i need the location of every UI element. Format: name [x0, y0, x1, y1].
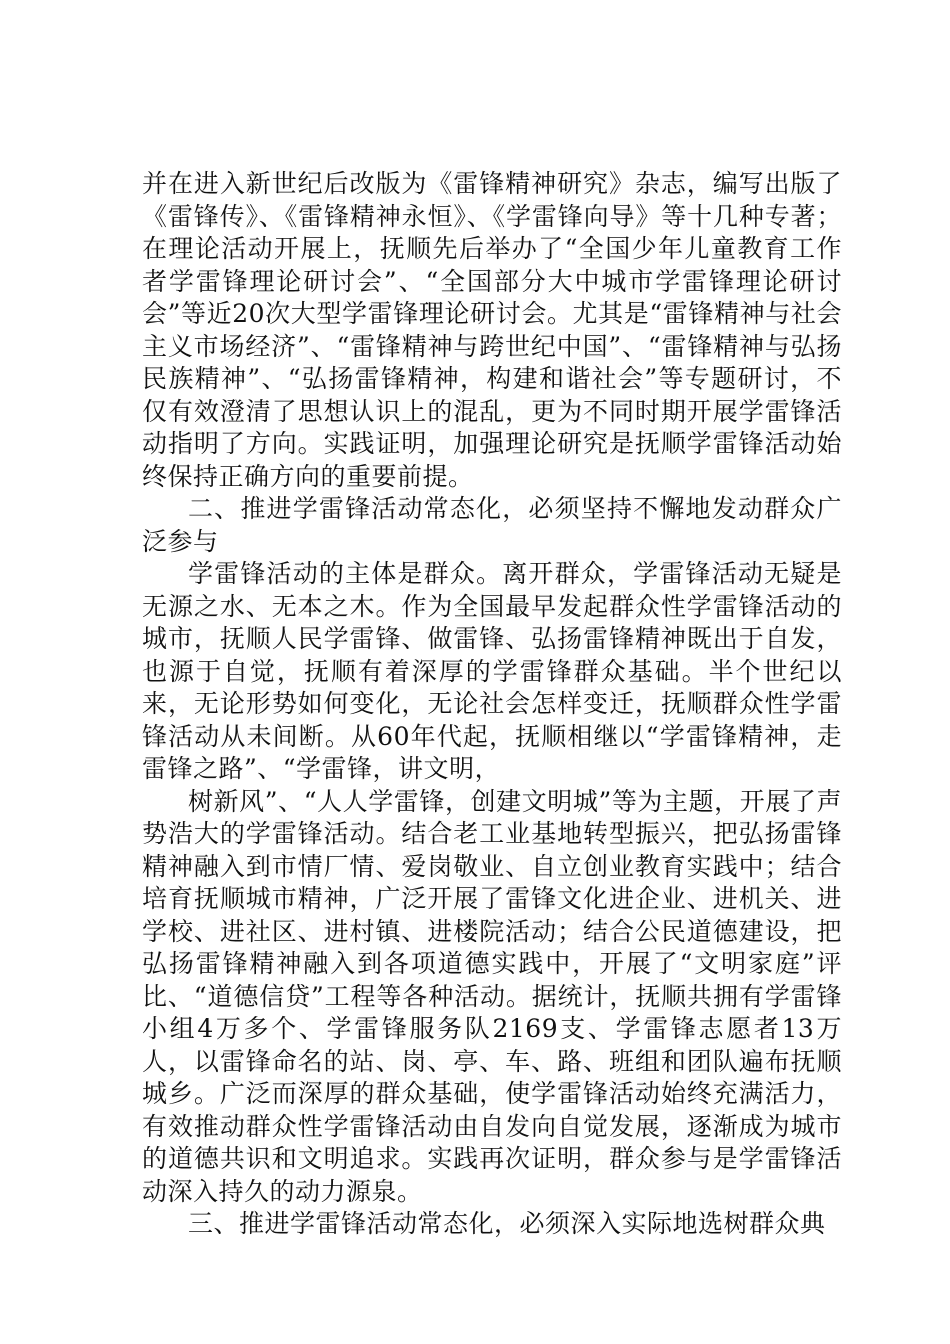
section-heading-three: 三、推进学雷锋活动常态化，必须深入实际地选树群众典 — [188, 1209, 826, 1238]
paragraph-masses: 学雷锋活动的主体是群众。离开群众，学雷锋活动无疑是无源之水、无本之木。作为全国最早发起群众性学雷锋活动的城市，抚顺人民学雷锋、做雷锋、弘扬雷锋精神既出于自发，也源于自觉，抚顺有着深厚的学雷锋群众基础。半个世纪以来，无论形势如何变化，无论社会怎样变迁，抚顺群众性学雷锋活动从未间断。从60年代起，抚顺相继以“学雷锋精神，走雷锋之路”、“学雷锋，讲文明， — [142, 559, 842, 783]
document-body — [142, 168, 842, 1241]
section-heading-two: 二、推进学雷锋活动常态化，必须坚持不懈地发动群众广泛参与 — [142, 494, 842, 556]
paragraph-activities: 树新风”、“人人学雷锋，创建文明城”等为主题，开展了声势浩大的学雷锋活动。结合老工业基地转型振兴，把弘扬雷锋精神融入到市情厂情、爱岗敬业、自立创业教育实践中；结合培育抚顺城市精神，广泛开展了雷锋文化进企业、进机关、进学校、进社区、进村镇、进楼院活动；结合公民道德建设，把弘扬雷锋精神融入到各项道德实践中，开展了“文明家庭”评比、“道德信贷”工程等各种活动。据统计，抚顺共拥有学雷锋小组4万多个、学雷锋服务队2169支、学雷锋志愿者13万人，以雷锋命名的站、岗、亭、车、路、班组和团队遍布抚顺城乡。广泛而深厚的群众基础，使学雷锋活动始终充满活力，有效推动群众性学雷锋活动由自发向自觉发展，逐渐成为城市的道德共识和文明追求。实践再次证明，群众参与是学雷锋活动深入持久的动力源泉。 — [142, 786, 842, 1206]
paragraph-continuation: 并在进入新世纪后改版为《雷锋精神研究》杂志，编写出版了《雷锋传》、《雷锋精神永恒》、《学雷锋向导》等十几种专著；在理论活动开展上，抚顺先后举办了“全国少年儿童教育工作者学雷锋理论研讨会”、“全国部分大中城市学雷锋理论研讨会”等近20次大型学雷锋理论研讨会。尤其是“雷锋精神与社会主义市场经济”、“雷锋精神与跨世纪中国”、“雷锋精神与弘扬民族精神”、“弘扬雷锋精神，构建和谐社会”等专题研讨，不仅有效澄清了思想认识上的混乱，更为不同时期开展学雷锋活动指明了方向。实践证明，加强理论研究是抚顺学雷锋活动始终保持正确方向的重要前提。 — [142, 169, 842, 491]
